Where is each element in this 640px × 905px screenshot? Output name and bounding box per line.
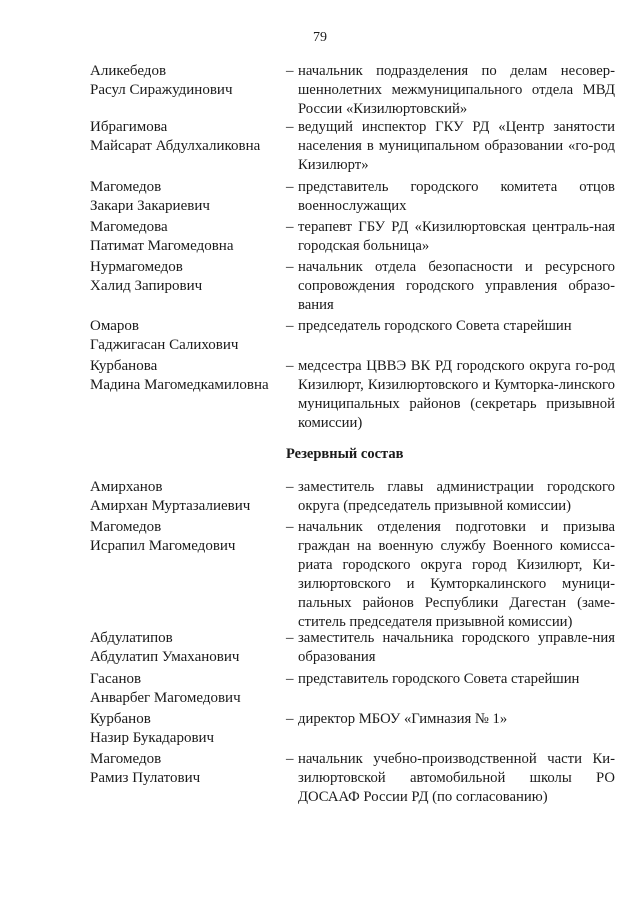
role-dash: – bbox=[286, 519, 294, 535]
member-given-name: Абдулатип Умаханович bbox=[90, 649, 240, 665]
member-role-text: председатель городского Совета старейшин bbox=[298, 318, 572, 334]
member-role bbox=[286, 218, 613, 256]
member-role-text: заместитель главы администрации городского округа (председатель призывной комиссии) bbox=[298, 479, 615, 514]
member-role bbox=[286, 629, 613, 667]
member-given-name: Патимат Магомедовна bbox=[90, 238, 234, 254]
member-name bbox=[90, 178, 280, 216]
member-surname: Абдулатипов bbox=[90, 630, 173, 646]
section-heading: Резервный состав bbox=[286, 446, 404, 462]
member-role bbox=[286, 750, 613, 807]
role-dash: – bbox=[286, 179, 294, 195]
role-dash: – bbox=[286, 219, 294, 235]
member-given-name: Анварбег Магомедович bbox=[90, 690, 241, 706]
member-surname: Омаров bbox=[90, 318, 139, 334]
role-dash: – bbox=[286, 259, 294, 275]
member-name bbox=[90, 629, 280, 667]
member-name bbox=[90, 710, 280, 748]
member-name bbox=[90, 118, 280, 156]
member-surname: Амирханов bbox=[90, 479, 163, 495]
member-role-text: терапевт ГБУ РД «Кизилюртовская централь-ная городская больница» bbox=[298, 219, 615, 254]
member-given-name: Исрапил Магомедович bbox=[90, 538, 236, 554]
role-dash: – bbox=[286, 751, 294, 767]
member-role-text: начальник подразделения по делам несовер-шеннолетних межмуниципального отдела МВД России «Кизилюртовский» bbox=[298, 63, 615, 117]
role-dash: – bbox=[286, 479, 294, 495]
role-dash: – bbox=[286, 119, 294, 135]
member-role bbox=[286, 478, 613, 516]
member-role-text: представитель городского комитета отцов военнослужащих bbox=[298, 179, 615, 214]
role-dash: – bbox=[286, 318, 294, 334]
member-surname: Магомедов bbox=[90, 519, 162, 535]
member-surname: Гасанов bbox=[90, 671, 142, 687]
member-name bbox=[90, 62, 280, 100]
member-given-name: Закари Закариевич bbox=[90, 198, 210, 214]
member-surname: Курбанова bbox=[90, 358, 158, 374]
member-role bbox=[286, 670, 613, 689]
member-role-text: начальник отдела безопасности и ресурсного сопровождения городского управления образо-вания bbox=[298, 259, 615, 313]
member-name bbox=[90, 670, 280, 708]
member-given-name: Мадина Магомедкамиловна bbox=[90, 377, 269, 393]
member-role-text: начальник учебно-производственной части Ки-зилюртовской автомобильной школы РО ДОСААФ России РД (по согласованию) bbox=[298, 751, 615, 805]
member-name bbox=[90, 317, 280, 355]
member-role-text: медсестра ЦВВЭ ВК РД городского округа го-род Кизилюрт, Кизилюртовского и Кумторка-линского муниципальных районов (секретарь призывной комиссии) bbox=[298, 358, 615, 431]
member-surname: Аликебедов bbox=[90, 63, 167, 79]
page-number: 79 bbox=[313, 30, 327, 45]
member-name bbox=[90, 750, 280, 788]
member-given-name: Майсарат Абдулхаликовна bbox=[90, 138, 261, 154]
member-given-name: Халид Запирович bbox=[90, 278, 203, 294]
member-role bbox=[286, 62, 613, 119]
member-role bbox=[286, 710, 613, 729]
role-dash: – bbox=[286, 63, 294, 79]
member-role-text: заместитель начальника городского управле-ния образования bbox=[298, 630, 615, 665]
member-surname: Магомедов bbox=[90, 751, 162, 767]
member-name bbox=[90, 357, 280, 395]
member-role bbox=[286, 258, 613, 315]
member-given-name: Амирхан Муртазалиевич bbox=[90, 498, 251, 514]
member-role-text: директор МБОУ «Гимназия № 1» bbox=[298, 711, 508, 727]
member-surname: Нурмагомедов bbox=[90, 259, 183, 275]
member-surname: Курбанов bbox=[90, 711, 151, 727]
member-name bbox=[90, 518, 280, 556]
member-given-name: Гаджигасан Салихович bbox=[90, 337, 239, 353]
member-name bbox=[90, 218, 280, 256]
member-role bbox=[286, 317, 613, 336]
member-given-name: Назир Букадарович bbox=[90, 730, 215, 746]
role-dash: – bbox=[286, 358, 294, 374]
role-dash: – bbox=[286, 711, 294, 727]
member-role-text: представитель городского Совета старейшин bbox=[298, 671, 580, 687]
member-role bbox=[286, 518, 613, 632]
member-surname: Магомедова bbox=[90, 219, 168, 235]
member-role bbox=[286, 118, 613, 175]
member-given-name: Расул Сиражудинович bbox=[90, 82, 233, 98]
member-role-text: ведущий инспектор ГКУ РД «Центр занятости населения в муниципальном образовании «го-род Кизилюрт» bbox=[298, 119, 615, 173]
member-surname: Ибрагимова bbox=[90, 119, 168, 135]
role-dash: – bbox=[286, 671, 294, 687]
member-name bbox=[90, 258, 280, 296]
member-role-text: начальник отделения подготовки и призыва граждан на военную службу Военного комисса-риата городского округа город Кизилюрт, Ки-зилюртовского и Кумторкалинского муници-пальных районов Республики Дагестан (заме-ститель председателя призывной комиссии) bbox=[298, 519, 615, 630]
member-name bbox=[90, 478, 280, 516]
member-given-name: Рамиз Пулатович bbox=[90, 770, 201, 786]
member-role bbox=[286, 178, 613, 216]
role-dash: – bbox=[286, 630, 294, 646]
member-role bbox=[286, 357, 613, 433]
member-surname: Магомедов bbox=[90, 179, 162, 195]
